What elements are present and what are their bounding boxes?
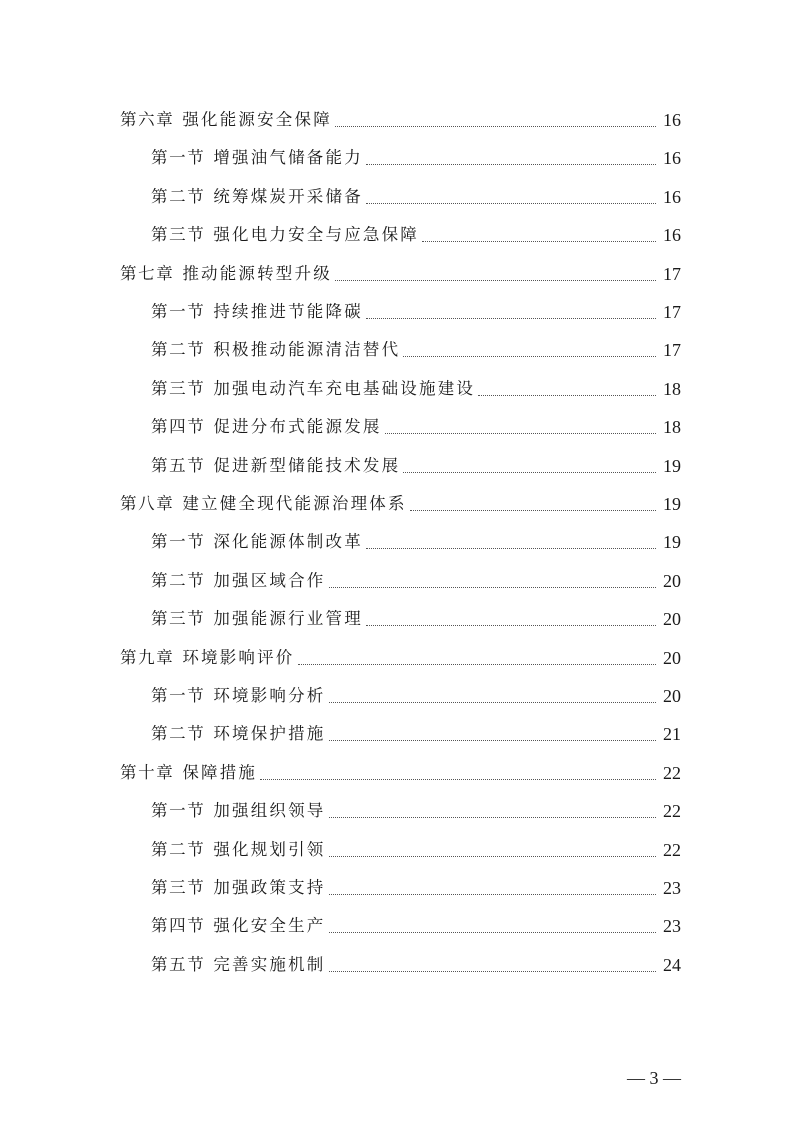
toc-entry-page-number: 16 xyxy=(663,148,681,169)
toc-section-entry xyxy=(151,374,681,404)
toc-entry-title: 促进分布式能源发展 xyxy=(213,417,382,437)
toc-chapter-entry xyxy=(120,489,681,519)
toc-entry-number: 第二节 xyxy=(151,340,206,360)
toc-entry-page-number: 22 xyxy=(663,801,681,822)
toc-entry-label xyxy=(151,719,326,749)
toc-entry-number: 第一节 xyxy=(151,532,206,552)
toc-section-entry xyxy=(151,950,681,980)
toc-entry-page-number: 23 xyxy=(663,878,681,898)
toc-entry-number: 第一节 xyxy=(151,801,206,821)
toc-entry-label xyxy=(151,412,382,442)
toc-chapter-entry xyxy=(120,758,681,788)
toc-entry-label xyxy=(151,220,419,250)
toc-entry-number: 第九章 xyxy=(120,647,175,667)
toc-entry-page-number: 17 xyxy=(663,263,681,284)
toc-entry-title: 环境保护措施 xyxy=(213,724,326,744)
toc-entry-label xyxy=(120,259,332,289)
toc-entry-page-number: 20 xyxy=(663,647,681,668)
dot-leader xyxy=(329,816,656,818)
toc-entry-number: 第一节 xyxy=(151,302,206,321)
toc-entry-label xyxy=(120,489,407,519)
toc-section-entry xyxy=(151,335,681,365)
toc-section-entry xyxy=(151,297,681,327)
toc-entry-page-number: 19 xyxy=(663,532,681,553)
toc-entry-title: 加强政策支持 xyxy=(213,878,326,897)
toc-chapter-entry xyxy=(120,105,681,135)
toc-entry-number: 第四节 xyxy=(151,916,206,936)
toc-entry-page-number: 21 xyxy=(663,724,681,745)
toc-entry-number: 第一节 xyxy=(151,148,206,168)
toc-entry-title: 强化能源安全保障 xyxy=(182,110,332,129)
toc-entry-title: 促进新型储能技术发展 xyxy=(213,455,401,475)
toc-entry-label xyxy=(151,335,400,365)
dot-leader xyxy=(329,586,656,588)
toc-entry-label xyxy=(120,643,295,673)
dot-leader xyxy=(329,931,656,933)
toc-section-entry xyxy=(151,451,681,481)
toc-section-entry xyxy=(151,796,681,826)
dot-leader xyxy=(260,778,656,780)
dot-leader xyxy=(366,624,656,626)
dot-leader xyxy=(329,701,656,703)
dot-leader xyxy=(366,202,656,204)
toc-entry-label xyxy=(151,681,326,711)
toc-entry-title: 环境影响分析 xyxy=(213,686,326,705)
toc-section-entry xyxy=(151,835,681,865)
toc-entry-page-number: 19 xyxy=(663,494,681,514)
toc-entry-number: 第三节 xyxy=(151,609,206,629)
dot-leader xyxy=(329,893,656,895)
toc-section-entry xyxy=(151,604,681,634)
toc-entry-number: 第二节 xyxy=(151,570,206,590)
toc-entry-number: 第二节 xyxy=(151,724,206,744)
toc-entry-title: 加强组织领导 xyxy=(213,801,326,821)
dot-leader xyxy=(410,509,656,511)
dot-leader xyxy=(422,240,656,242)
toc-entry-page-number: 16 xyxy=(663,225,681,246)
toc-entry-number: 第五节 xyxy=(151,455,206,475)
toc-entry-title: 强化电力安全与应急保障 xyxy=(213,225,420,245)
dot-leader xyxy=(366,317,656,319)
toc-entry-label xyxy=(151,297,363,327)
toc-entry-number: 第八章 xyxy=(120,494,175,513)
toc-entry-title: 积极推动能源清洁替代 xyxy=(213,340,401,360)
toc-entry-title: 建立健全现代能源治理体系 xyxy=(182,494,407,513)
dot-leader xyxy=(385,432,656,434)
toc-section-entry xyxy=(151,681,681,711)
toc-entry-label xyxy=(151,143,363,173)
toc-entry-title: 持续推进节能降碳 xyxy=(213,302,363,321)
toc-entry-label xyxy=(151,604,363,634)
dot-leader xyxy=(335,125,656,127)
toc-entry-label xyxy=(151,911,326,941)
toc-entry-title: 增强油气储备能力 xyxy=(213,148,363,168)
toc-entry-page-number: 22 xyxy=(663,762,681,783)
toc-entry-page-number: 23 xyxy=(663,916,681,937)
toc-section-entry xyxy=(151,566,681,596)
toc-entry-title: 加强区域合作 xyxy=(213,570,326,590)
toc-entry-number: 第七章 xyxy=(120,263,175,283)
toc-entry-number: 第六章 xyxy=(120,110,175,129)
toc-entry-title: 统筹煤炭开采储备 xyxy=(213,186,363,206)
toc-entry-label xyxy=(120,105,332,135)
toc-entry-label xyxy=(151,527,363,557)
toc-entry-page-number: 16 xyxy=(663,110,681,130)
dot-leader xyxy=(335,279,656,281)
toc-entry-label xyxy=(151,374,475,404)
toc-entry-page-number: 20 xyxy=(663,609,681,630)
toc-entry-title: 加强能源行业管理 xyxy=(213,609,363,629)
toc-entry-title: 强化规划引领 xyxy=(213,839,326,859)
toc-entry-number: 第四节 xyxy=(151,417,206,437)
dot-leader xyxy=(329,855,656,857)
toc-section-entry xyxy=(151,873,681,903)
toc-entry-number: 第三节 xyxy=(151,225,206,245)
toc-entry-label xyxy=(151,451,400,481)
toc-entry-page-number: 18 xyxy=(663,417,681,438)
toc-entry-number: 第十章 xyxy=(120,762,175,782)
toc-entry-page-number: 22 xyxy=(663,839,681,860)
toc-entry-label xyxy=(151,950,326,980)
toc-section-entry xyxy=(151,182,681,212)
dot-leader xyxy=(478,394,656,396)
toc-chapter-entry xyxy=(120,643,681,673)
dot-leader xyxy=(298,663,656,665)
toc-entry-label xyxy=(151,566,326,596)
toc-entry-title: 推动能源转型升级 xyxy=(182,263,332,283)
toc-section-entry xyxy=(151,220,681,250)
toc-entry-page-number: 17 xyxy=(663,340,681,361)
page-number: — 3 — xyxy=(627,1068,681,1088)
toc-entry-page-number: 24 xyxy=(663,954,681,975)
toc-entry-number: 第五节 xyxy=(151,954,206,974)
toc-entry-number: 第二节 xyxy=(151,839,206,859)
toc-chapter-entry xyxy=(120,259,681,289)
toc-entry-page-number: 19 xyxy=(663,455,681,476)
dot-leader xyxy=(366,163,656,165)
toc-entry-number: 第三节 xyxy=(151,378,206,398)
dot-leader xyxy=(329,970,656,972)
toc-entry-page-number: 20 xyxy=(663,686,681,706)
toc-entry-title: 加强电动汽车充电基础设施建设 xyxy=(213,378,476,398)
toc-entry-label xyxy=(151,182,363,212)
toc-entry-number: 第三节 xyxy=(151,878,206,897)
toc-entry-title: 完善实施机制 xyxy=(213,954,326,974)
toc-entry-number: 第一节 xyxy=(151,686,206,705)
toc-entry-label xyxy=(151,873,326,903)
toc-entry-label xyxy=(151,796,326,826)
toc-entry-page-number: 18 xyxy=(663,378,681,399)
dot-leader xyxy=(329,739,656,741)
toc-entry-title: 环境影响评价 xyxy=(182,647,295,667)
toc-entry-page-number: 20 xyxy=(663,570,681,591)
toc-entry-title: 保障措施 xyxy=(182,762,258,782)
toc-section-entry xyxy=(151,143,681,173)
toc-entry-label xyxy=(151,835,326,865)
toc-entry-title: 深化能源体制改革 xyxy=(213,532,363,552)
toc-entry-page-number: 17 xyxy=(663,302,681,322)
toc-entry-title: 强化安全生产 xyxy=(213,916,326,936)
toc-section-entry xyxy=(151,527,681,557)
toc-entry-number: 第二节 xyxy=(151,186,206,206)
toc-section-entry xyxy=(151,412,681,442)
toc-section-entry xyxy=(151,719,681,749)
toc-entry-label xyxy=(120,758,257,788)
dot-leader xyxy=(403,355,656,357)
dot-leader xyxy=(366,547,656,549)
toc-section-entry xyxy=(151,911,681,941)
dot-leader xyxy=(403,471,656,473)
toc-entry-page-number: 16 xyxy=(663,186,681,207)
